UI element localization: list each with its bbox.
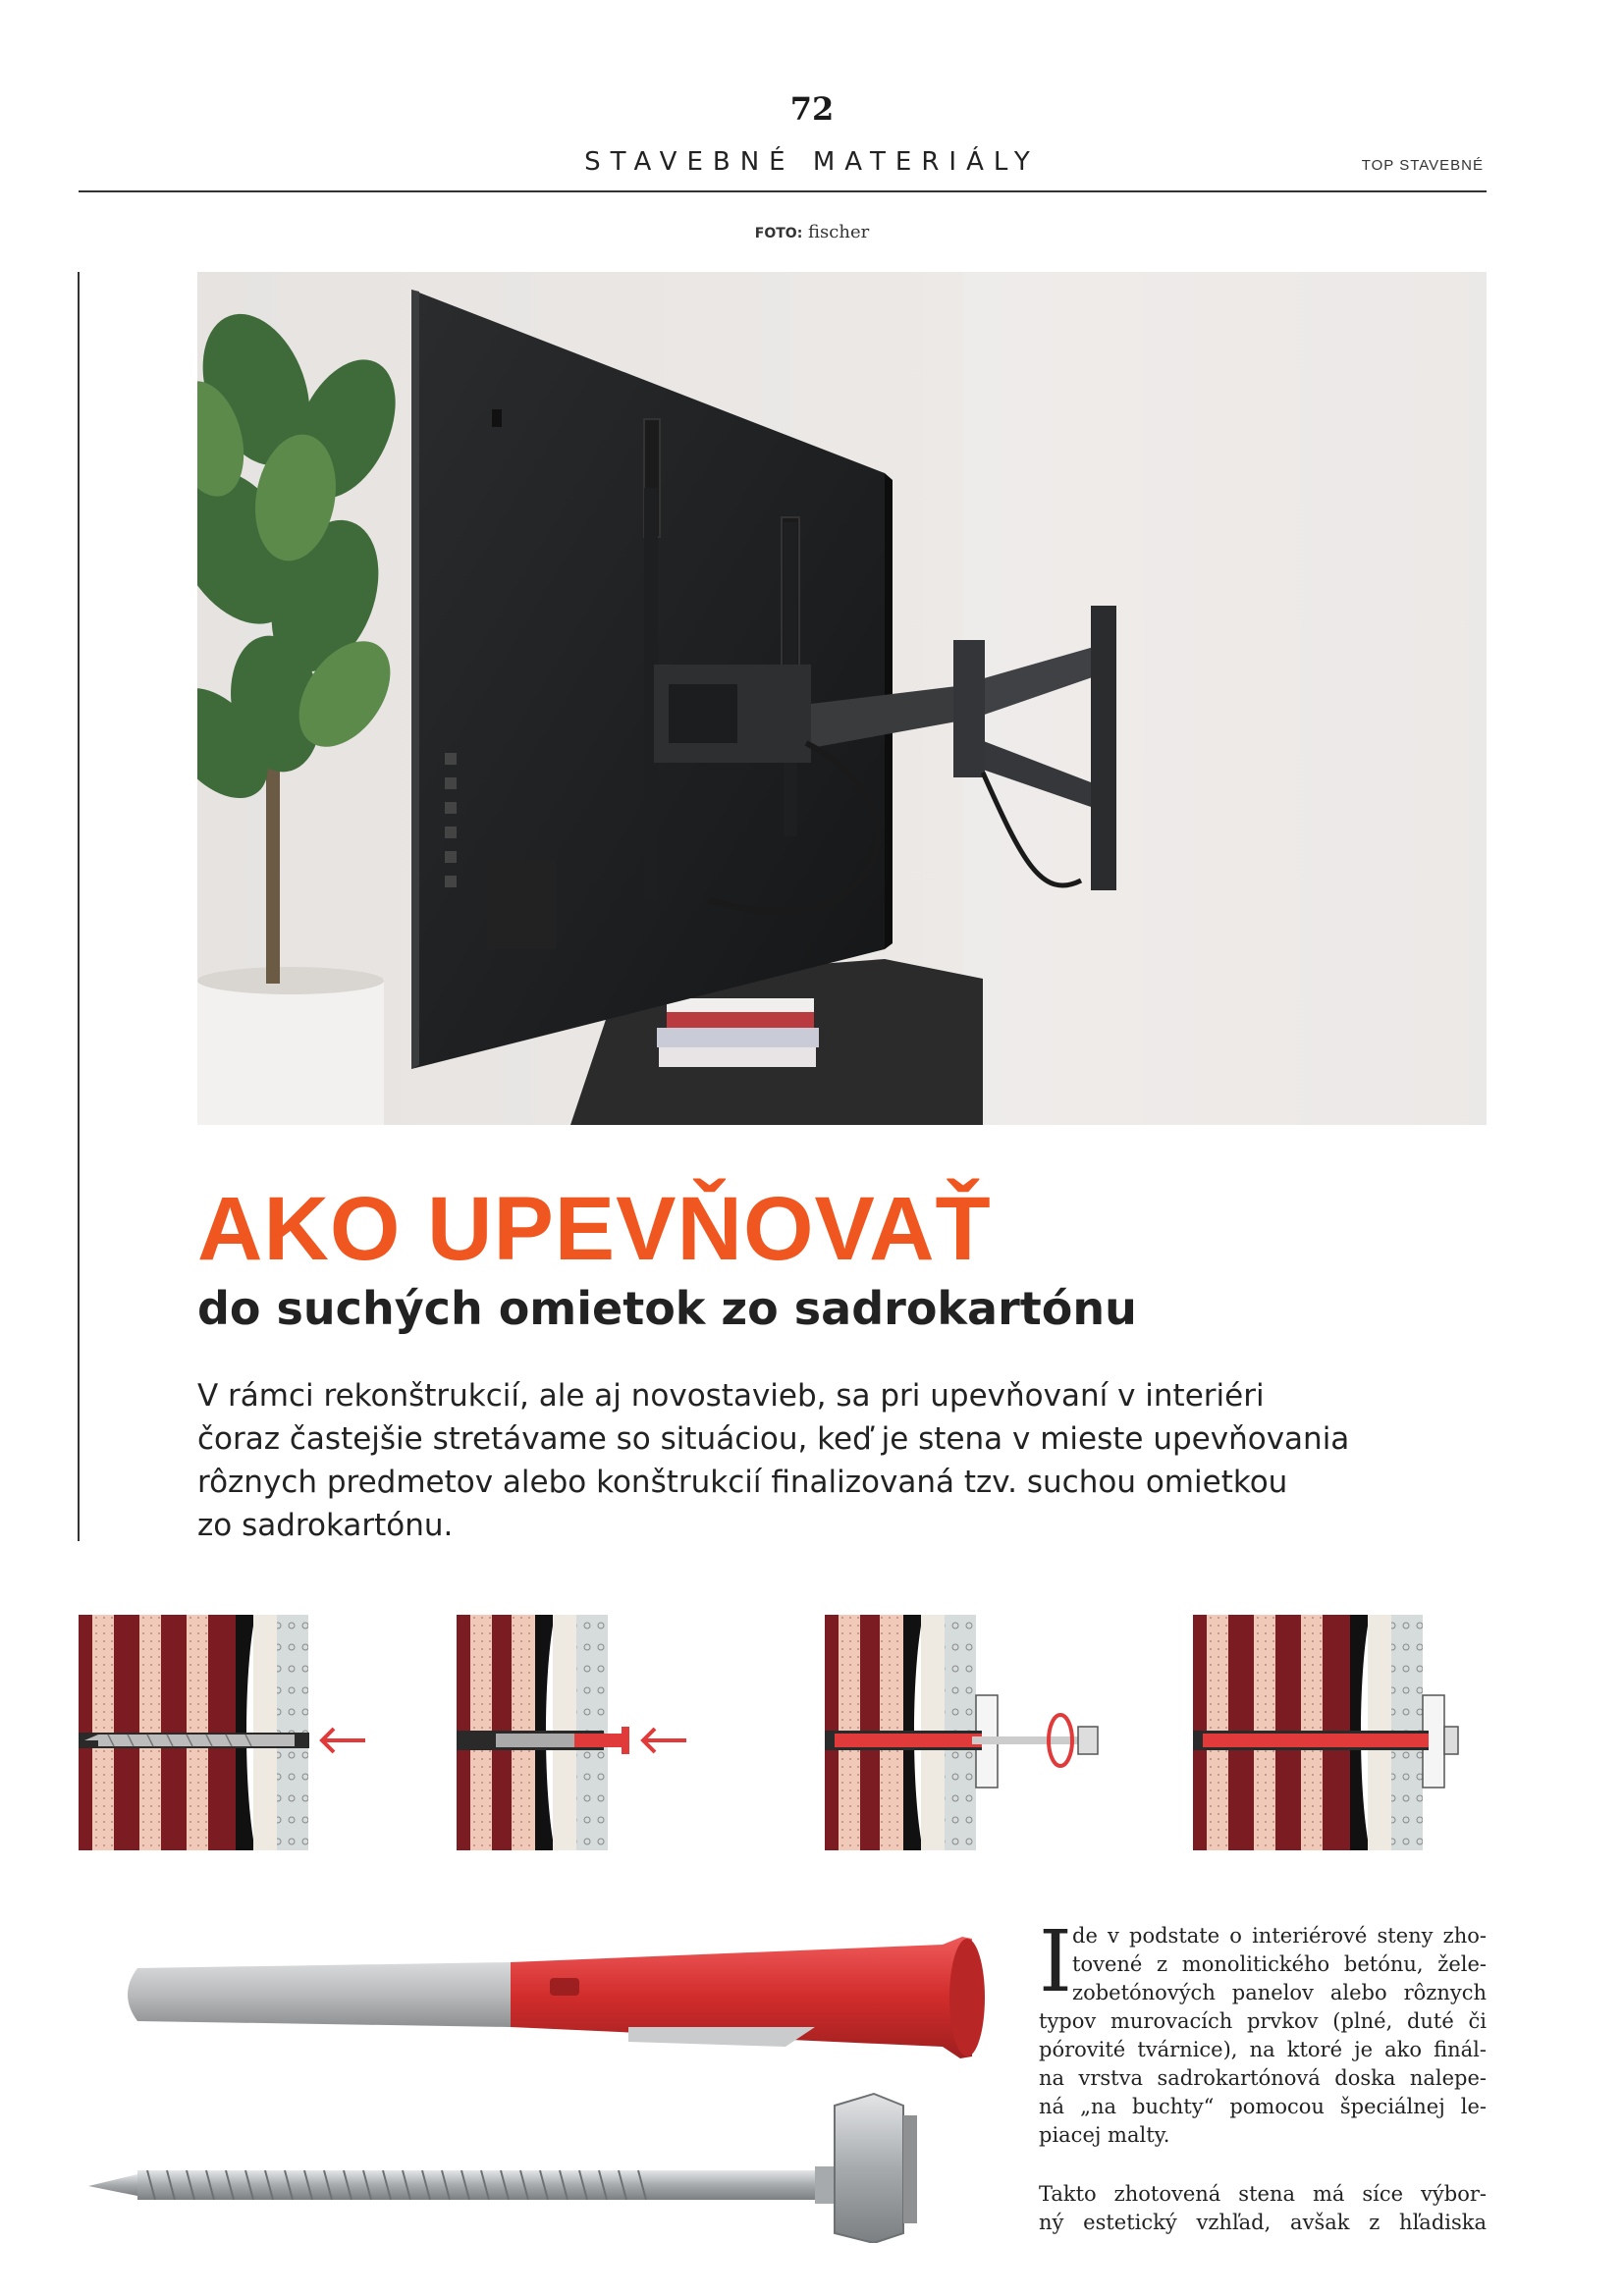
magazine-name: TOP STAVEBNÉ bbox=[1361, 157, 1484, 174]
body-line: de v podstate o interiérové steny zho- bbox=[1072, 1924, 1487, 1948]
body-line: na vrstva sadrokartónová doska nalepe- bbox=[1039, 2066, 1487, 2090]
page-number: 72 bbox=[789, 90, 835, 128]
installation-steps bbox=[79, 1615, 1492, 1860]
body-line: pórovité tvárnice), na ktoré je ako finál- bbox=[1039, 2038, 1487, 2061]
photo-credit-source: fischer bbox=[808, 222, 870, 242]
lead-line: V rámci rekonštrukcií, ale aj novostavieb, sa pri upevňovaní v interiéri bbox=[197, 1378, 1265, 1414]
step-4-fixed-diagram bbox=[1193, 1615, 1458, 1850]
body-text-column bbox=[1039, 1913, 1487, 2237]
red-left-arrow-icon bbox=[643, 1729, 686, 1752]
headline: AKO UPEVŇOVAŤ bbox=[197, 1179, 992, 1279]
body-line: ný estetický vzhľad, avšak z hľadiska bbox=[1039, 2211, 1487, 2234]
body-line: typov murovacích prvkov (plné, duté či bbox=[1039, 2009, 1487, 2033]
lead-line: zo sadrokartónu. bbox=[197, 1508, 454, 1543]
red-left-arrow-icon bbox=[322, 1729, 365, 1752]
body-line: ná „na buchty“ pomocou špeciálnej le- bbox=[1039, 2095, 1487, 2118]
header-rule bbox=[79, 190, 1487, 192]
product-photo-anchor-and-screw bbox=[79, 1919, 1011, 2243]
body-line: zobetónových panelov alebo rôznych bbox=[1072, 1981, 1487, 2004]
drop-cap: I bbox=[1039, 1913, 1072, 2011]
lead-line: čoraz častejšie stretávame so situáciou, keď je stena v mieste upevňovania bbox=[197, 1421, 1350, 1457]
section-title: STAVEBNÉ MATERIÁLY bbox=[584, 147, 1040, 177]
lead-paragraph bbox=[197, 1374, 1493, 1547]
step-1-drill-diagram bbox=[79, 1615, 365, 1850]
subheadline: do suchých omietok zo sadrokartónu bbox=[197, 1282, 1137, 1335]
step-3-screw-diagram bbox=[825, 1615, 1098, 1850]
step-2-insert-anchor-diagram bbox=[457, 1615, 686, 1850]
body-line: Takto zhotovená stena má síce výbor- bbox=[1039, 2182, 1487, 2206]
body-line: piacej malty. bbox=[1039, 2123, 1170, 2147]
lead-line: rôznych predmetov alebo konštrukcií finalizovaná tzv. suchou omietkou bbox=[197, 1465, 1288, 1500]
hero-photo bbox=[197, 272, 1487, 1125]
margin-rule bbox=[78, 272, 80, 1541]
photo-credit bbox=[0, 222, 1624, 242]
photo-credit-label: FOTO: bbox=[754, 226, 803, 241]
body-line: tovené z monolitického betónu, žele- bbox=[1072, 1952, 1487, 1976]
